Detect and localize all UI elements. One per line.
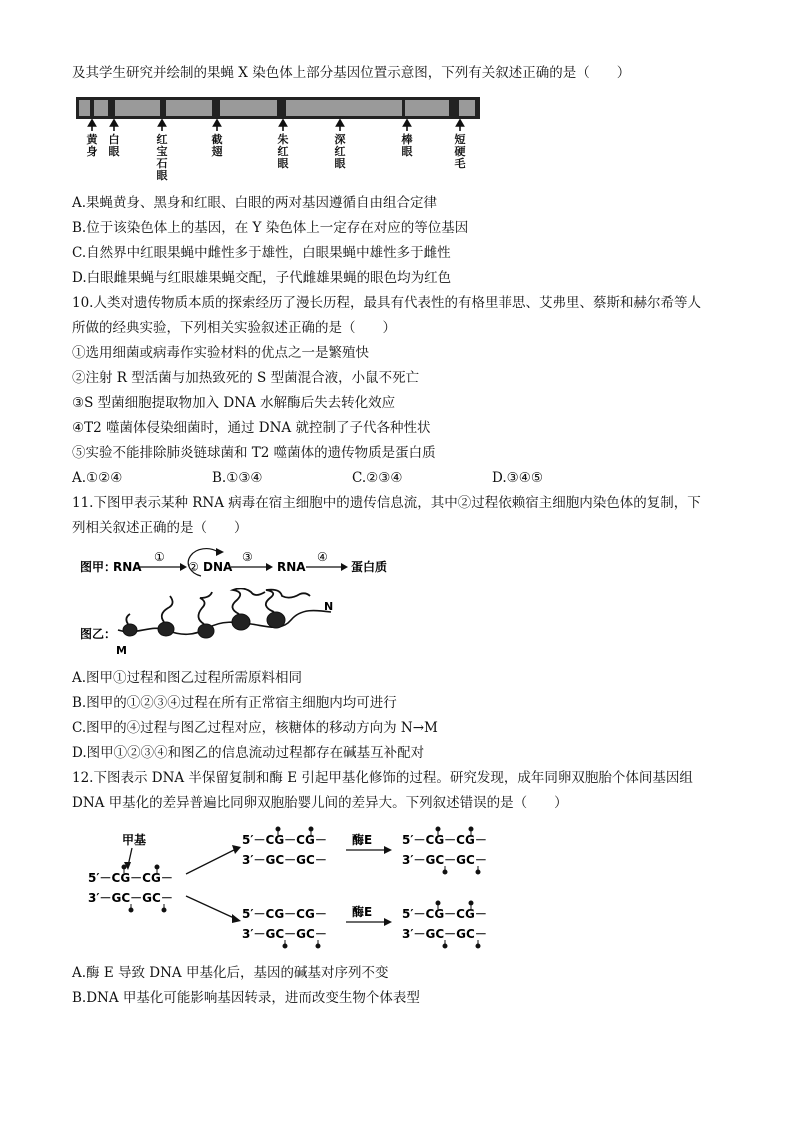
q12-option-a: A.酶 E 导致 DNA 甲基化后，基因的碱基对序列不变 xyxy=(72,965,389,981)
q10-option-d: D.③④⑤ xyxy=(492,470,543,486)
q11-option-d: D.图甲①②③④和图乙的信息流动过程都存在碱基互补配对 xyxy=(72,745,425,761)
polypeptide xyxy=(232,588,265,614)
parent-bottom-strand: 3′－GC－GC－ xyxy=(88,891,173,905)
q10-option-c: C.②③④ xyxy=(352,470,403,486)
lower-result-bottom-strand: 3′－GC－GC－ xyxy=(402,927,487,941)
figure-jia xyxy=(76,546,406,586)
q12-option-b: B.DNA 甲基化可能影响基因转录，进而改变生物个体表型 xyxy=(72,990,420,1006)
polypeptide xyxy=(126,614,130,624)
q10-option-b: B.①③④ xyxy=(212,470,263,486)
band xyxy=(94,100,108,116)
q10-stem-line1: 10.人类对遗传物质本质的探索经历了漫长历程，最具有代表性的有格里菲思、艾弗里、蔡斯和赫尔希等人 xyxy=(72,295,701,311)
step-1: ① xyxy=(154,550,165,564)
q9-option-b: B.位于该染色体上的基因，在 Y 染色体上一定存在对应的等位基因 xyxy=(72,220,469,236)
gene-label: 深红眼 xyxy=(334,133,346,170)
gene-arrow-head xyxy=(159,120,166,126)
step-3: ③ xyxy=(242,550,253,564)
figure-yi xyxy=(76,588,396,660)
gene-arrow-head xyxy=(111,120,118,126)
parent-dna xyxy=(88,865,173,912)
q12-stem-line2: DNA 甲基化的差异普遍比同卵双胞胎婴儿间的差异大。下列叙述错误的是（ ） xyxy=(72,795,568,811)
methylated-dna-lower xyxy=(402,901,487,948)
q12-stem-line1: 12.下图表示 DNA 半保留复制和酶 E 引起甲基化修饰的过程。研究发现，成年同卵双胞胎个体间基因组 xyxy=(72,770,693,786)
q10-stem-line2: 所做的经典实验，下列相关实验叙述正确的是（ ） xyxy=(72,320,396,336)
q10-statement-2: ②注射 R 型活菌与加热致死的 S 型菌混合液，小鼠不死亡 xyxy=(72,370,420,386)
band xyxy=(405,100,449,116)
end-n: N xyxy=(324,600,334,613)
ribosome xyxy=(123,624,137,636)
polypeptide xyxy=(162,596,173,622)
gene-arrow-head xyxy=(337,120,344,126)
polypeptide xyxy=(266,590,310,612)
upper-result-bottom-strand: 3′－GC－GC－ xyxy=(402,853,487,867)
lower-bottom-strand: 3′－GC－GC－ xyxy=(242,927,327,941)
methylated-dna-upper xyxy=(402,827,487,874)
node-protein: 蛋白质 xyxy=(351,560,388,574)
lower-top-strand: 5′－CG－CG－ xyxy=(242,907,327,921)
band xyxy=(115,100,160,116)
methyl-label: 甲基 xyxy=(122,833,147,847)
band xyxy=(459,100,475,116)
ribosome xyxy=(198,624,214,638)
lower-result-top-strand: 5′－CG－CG－ xyxy=(402,907,487,921)
enzyme-e-upper: 酶E xyxy=(352,833,373,847)
daughter-dna-lower xyxy=(242,907,327,948)
q10-statement-4: ④T2 噬菌体侵染细菌时，通过 DNA 就控制了子代各种性状 xyxy=(72,420,431,436)
node-rna-1: RNA xyxy=(113,560,142,574)
gene-label: 朱红眼 xyxy=(277,133,289,170)
upper-result-top-strand: 5′－CG－CG－ xyxy=(402,833,487,847)
q10-statement-5: ⑤实验不能排除肺炎链球菌和 T2 噬菌体的遗传物质是蛋白质 xyxy=(72,445,436,461)
chromosome-figure xyxy=(74,93,484,185)
q9-option-c: C.自然界中红眼果蝇中雌性多于雄性，白眼果蝇中雄性多于雌性 xyxy=(72,245,451,261)
mrna-strand xyxy=(118,610,331,634)
q11-option-a: A.图甲①过程和图乙过程所需原料相同 xyxy=(72,670,303,686)
gene-label: 短硬毛 xyxy=(454,133,466,170)
band xyxy=(220,100,277,116)
gene-arrow-head xyxy=(404,120,411,126)
gene-arrow-head xyxy=(457,120,464,126)
q11-stem-line1: 11.下图甲表示某种 RNA 病毒在宿主细胞中的遗传信息流，其中②过程依赖宿主细胞内染色体的复制，下 xyxy=(72,495,701,511)
q11-stem-line2: 列相关叙述正确的是（ ） xyxy=(72,520,248,536)
q9-stem: 及其学生研究并绘制的果蝇 X 染色体上部分基因位置示意图，下列有关叙述正确的是（ ） xyxy=(72,65,631,81)
ribosome xyxy=(267,612,285,628)
upper-bottom-strand: 3′－GC－GC－ xyxy=(242,853,327,867)
q9-option-d: D.白眼雌果蝇与红眼雄果蝇交配，子代雌雄果蝇的眼色均为红色 xyxy=(72,270,452,286)
band xyxy=(79,100,90,116)
parent-top-strand: 5′－CG－CG－ xyxy=(88,871,173,885)
gene-label: 黄身 xyxy=(86,133,98,158)
node-rna-2: RNA xyxy=(277,560,306,574)
band xyxy=(342,100,402,116)
band xyxy=(286,100,344,116)
node-dna: DNA xyxy=(203,560,233,574)
step-2: ② xyxy=(188,560,199,574)
end-m: M xyxy=(116,644,127,657)
gene-label: 棒眼 xyxy=(401,133,413,158)
figure-jia-label: 图甲： xyxy=(80,560,117,574)
polypeptide xyxy=(198,592,212,624)
gene-arrow-head xyxy=(280,120,287,126)
band xyxy=(166,100,212,116)
upper-top-strand: 5′－CG－CG－ xyxy=(242,833,327,847)
ribosome xyxy=(158,622,174,636)
gene-arrow-head xyxy=(89,120,96,126)
daughter-dna-upper xyxy=(242,827,327,867)
methylation-figure xyxy=(84,822,524,952)
step-4: ④ xyxy=(317,550,328,564)
q9-option-a: A.果蝇黄身、黑身和红眼、白眼的两对基因遵循自由组合定律 xyxy=(72,195,438,211)
gene-label: 截翅 xyxy=(211,133,223,158)
q10-statement-3: ③S 型菌细胞提取物加入 DNA 水解酶后失去转化效应 xyxy=(72,395,396,411)
q10-statement-1: ①选用细菌或病毒作实验材料的优点之一是繁殖快 xyxy=(72,345,369,361)
q11-option-b: B.图甲的①②③④过程在所有正常宿主细胞内均可进行 xyxy=(72,695,397,711)
q11-option-c: C.图甲的④过程与图乙过程对应，核糖体的移动方向为 N→M xyxy=(72,720,438,736)
gene-label: 红宝石眼 xyxy=(156,133,168,182)
ribosome xyxy=(232,614,250,630)
figure-yi-label: 图乙： xyxy=(80,627,117,641)
q10-option-a: A.①②④ xyxy=(72,470,123,486)
gene-label: 白眼 xyxy=(108,133,120,158)
enzyme-e-lower: 酶E xyxy=(352,905,373,919)
gene-arrow-head xyxy=(214,120,221,126)
